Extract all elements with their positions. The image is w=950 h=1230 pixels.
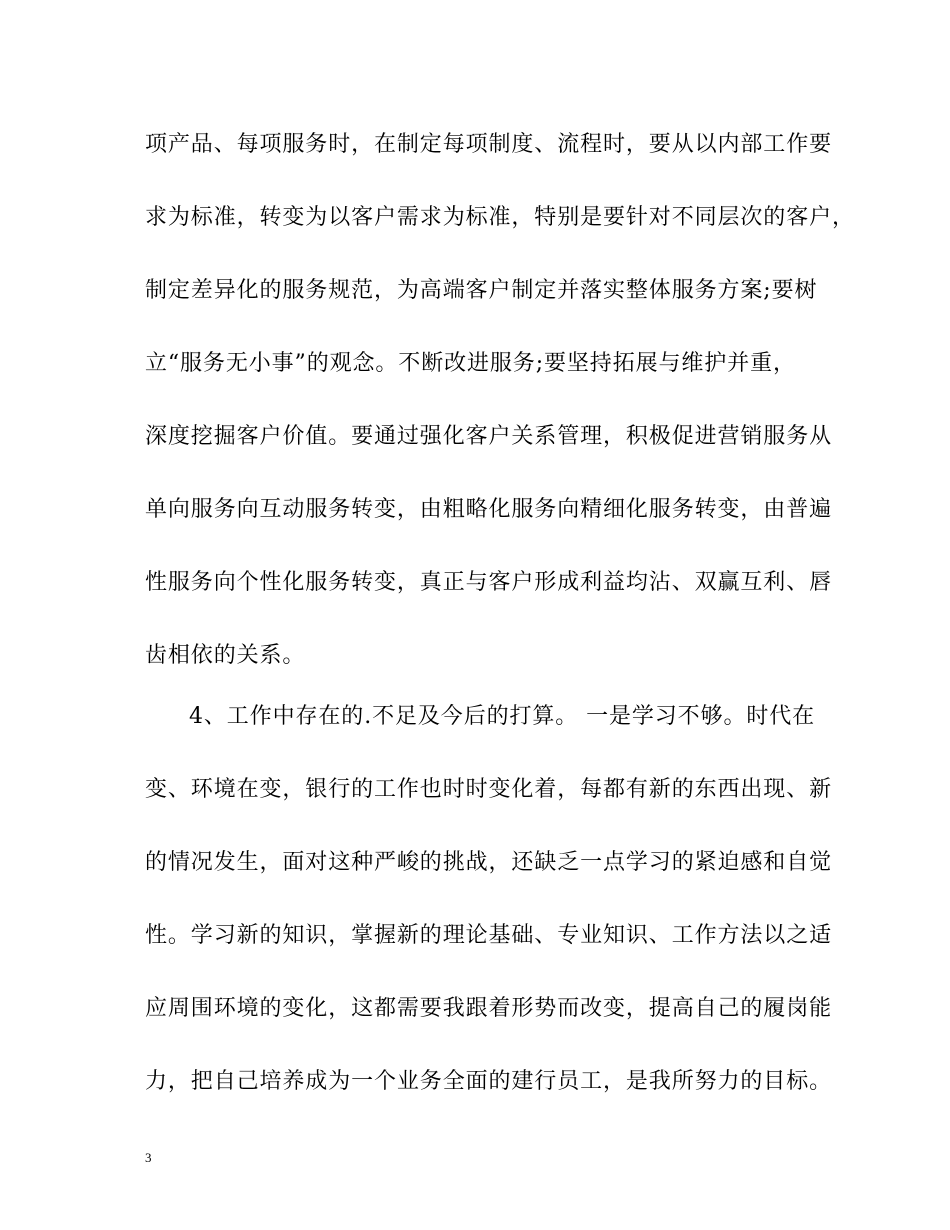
body-text-line-3: 制定差异化的服务规范，为高端客户制定并落实整体服务方案;要树 <box>145 278 818 303</box>
body-text-line-13: 应周围环境的变化，这都需要我跟着形势而改变，提高自己的履岗能 <box>145 996 833 1021</box>
body-text-line-2: 求为标准，转变为以客户需求为标准，特别是要针对不同层次的客户， <box>145 205 855 230</box>
body-text-line-1: 项产品、每项服务时，在制定每项制度、流程时，要从以内部工作要 <box>145 132 833 157</box>
section-heading-line: 4、工作中存在的.不足及今后的打算。 一是学习不够。时代在 <box>189 704 816 729</box>
body-text-line-5: 深度挖掘客户价值。要通过强化客户关系管理，积极促进营销服务从 <box>145 424 833 449</box>
body-text-line-10: 变、环境在变，银行的工作也时时变化着，每都有新的东西出现、新 <box>145 777 833 802</box>
body-text-line-14: 力，把自己培养成为一个业务全面的建行员工，是我所努力的目标。 <box>145 1069 833 1094</box>
page-number: 3 <box>145 1150 152 1165</box>
body-text-line-4: 立“服务无小事”的观念。不断改进服务;要坚持拓展与维护并重， <box>145 351 796 376</box>
body-text-line-6: 单向服务向互动服务转变，由粗略化服务向精细化服务转变，由普遍 <box>145 497 833 522</box>
body-text-line-12: 性。学习新的知识，掌握新的理论基础、专业知识、工作方法以之适 <box>145 923 833 948</box>
body-text-line-8: 齿相依的关系。 <box>145 643 306 668</box>
body-text-line-11: 的情况发生，面对这种严峻的挑战，还缺乏一点学习的紧迫感和自觉 <box>145 850 833 875</box>
body-text-line-7: 性服务向个性化服务转变，真正与客户形成利益均沾、双赢互利、唇 <box>145 570 833 595</box>
